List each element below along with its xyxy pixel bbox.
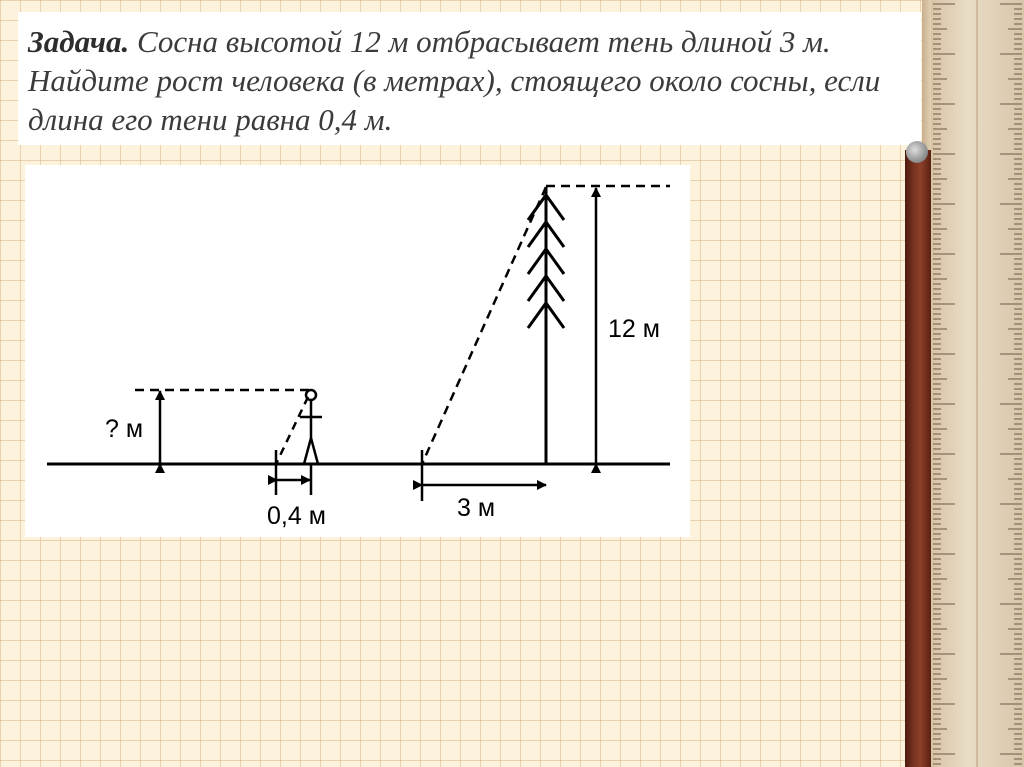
problem-statement-box [18, 12, 921, 145]
decorative-ruler [931, 0, 1024, 767]
ruler-screw-icon [906, 141, 928, 163]
problem-text [28, 22, 909, 139]
tree-shadow-ray [422, 187, 546, 464]
person-shadow-ray [276, 397, 308, 464]
ruler-ticks [931, 0, 1024, 767]
diagram-panel [25, 165, 690, 537]
person-shadow-label: 0,4 м [267, 502, 326, 530]
problem-label: Задача. [28, 24, 130, 59]
ruler-wood-strip [905, 150, 931, 767]
shadow-diagram [25, 165, 690, 537]
tree-shadow-label: 3 м [457, 494, 496, 522]
pine-tree [528, 187, 564, 464]
person-height-label: ? м [105, 415, 144, 443]
problem-body: Сосна высотой 12 м отбрасывает тень длиной 3 м. Найдите рост человека (в метрах), стоящего около сосны, если длина его тени равна 0,4 м. [28, 24, 881, 137]
person-figure [300, 390, 322, 464]
tree-height-label: 12 м [608, 315, 660, 343]
